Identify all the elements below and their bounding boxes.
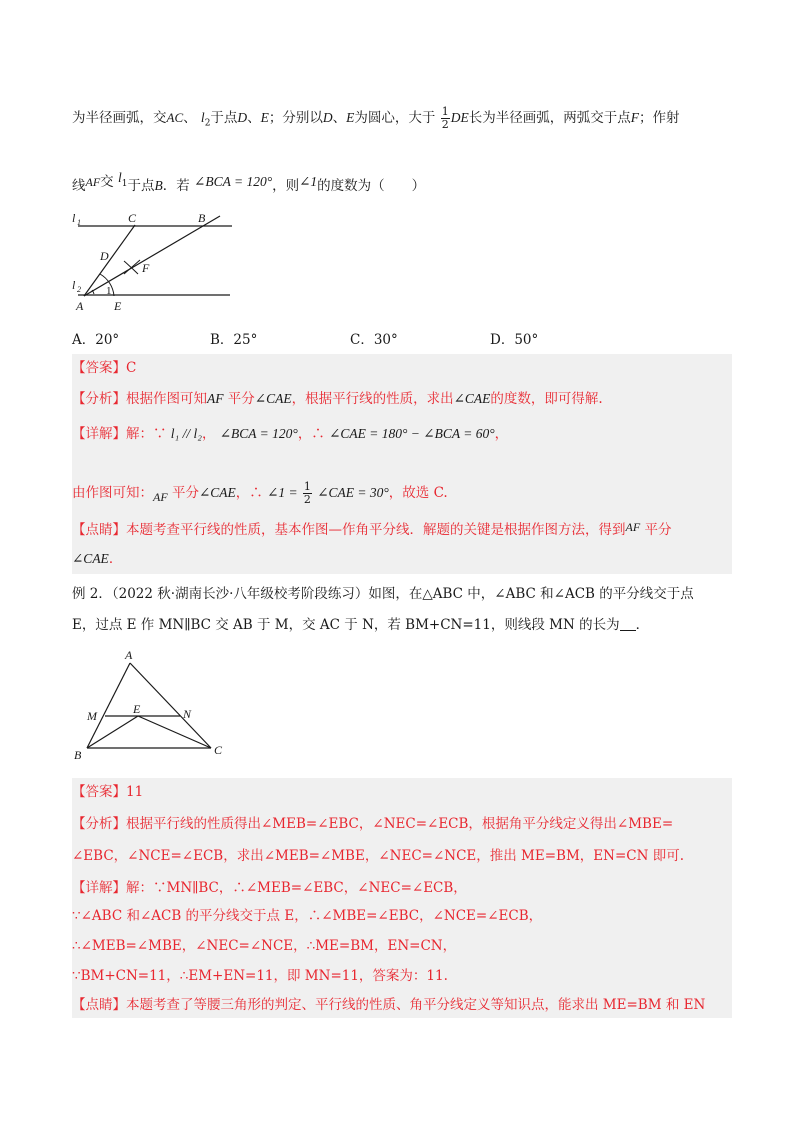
arc-F-2	[124, 260, 140, 274]
fraction-half-2: $\frac{1}{2}$	[303, 480, 311, 506]
q1-detail-2: 由作图可知：AF 平分∠CAE，∴ ∠1 = $\frac{1}{2}$ ∠CAE = 30°，故选 C.	[72, 480, 448, 506]
label-C: C	[128, 211, 137, 225]
q2-analysis-line2: ∠EBC，∠NCE=∠ECB，求出∠MEB=∠MBE，∠NEC=∠NCE，推出 ME=BM，EN=CN 即可.	[72, 848, 684, 864]
option-a: A．20°	[72, 332, 120, 348]
q1-text-line1: 为半径画弧，交AC、 $l_2$于点D、E；分别以D、E为圆心，大于 $\frac{1}{2}$ DE长为半径画弧，两弧交于点F；作射	[72, 105, 680, 131]
q1-comment: 【点睛】本题考查平行线的性质，基本作图—作角平分线．解题的关键是根据作图方法，得到AF 平分	[72, 520, 672, 538]
label-C: C	[214, 743, 223, 757]
q2-comment: 【点睛】本题考查了等腰三角形的判定、平行线的性质、角平分线定义等知识点，能求出 ME=BM 和 EN	[72, 997, 706, 1013]
fraction-half: $\frac{1}{2}$	[441, 105, 449, 131]
q1-analysis: 【分析】根据作图可知AF 平分∠CAE，根据平行线的性质，求出∠CAE的度数，即可得解.	[72, 391, 603, 407]
q1-comment-2: ∠CAE．	[72, 551, 123, 567]
side-AB	[87, 663, 130, 748]
q1-answer: 【答案】C	[72, 360, 137, 376]
label-B: B	[74, 748, 82, 762]
q1-solution-panel	[72, 354, 732, 574]
label-B: B	[198, 211, 206, 225]
label-E: E	[133, 702, 141, 716]
q2-detail-line1: 【详解】解：∵MN∥BC，∴∠MEB=∠EBC，∠NEC=∠ECB，	[72, 880, 467, 896]
label-E: E	[114, 299, 122, 313]
option-d: D．50°	[490, 332, 539, 348]
q2-detail-line4: ∵BM+CN=11，∴EM+EN=11，即 MN=11，答案为：11.	[72, 968, 448, 984]
label-l1: l	[72, 211, 76, 225]
option-c: C．30°	[350, 332, 398, 348]
answer-blank	[620, 616, 636, 631]
q2-analysis-line1: 【分析】根据平行线的性质得出∠MEB=∠EBC，∠NEC=∠ECB，根据角平分线定义得出∠MBE=	[72, 816, 674, 832]
q2-answer: 【答案】11	[72, 784, 144, 800]
svg-text:2: 2	[77, 285, 81, 294]
q1-text-line2: 线AF交 $l_1$于点B．若 ∠BCA = 120°，则∠1的度数为（ ）	[72, 170, 426, 194]
segment-CE	[138, 716, 211, 748]
side-AC	[130, 663, 211, 748]
q1-detail: 【详解】解：∵ l₁ // l₂， ∠BCA = 120°，∴ ∠CAE = 180° − ∠BCA = 60°，	[72, 426, 509, 442]
q2-detail-line2: ∵∠ABC 和∠ACB 的平分线交于点 E，∴∠MBE=∠EBC，∠NCE=∠ECB，	[72, 908, 543, 924]
label-M: M	[87, 709, 97, 723]
label-angle-1: 1	[106, 285, 112, 297]
label-l2: l	[72, 278, 76, 292]
label-A: A	[125, 648, 133, 662]
label-A: A	[76, 299, 84, 313]
label-D: D	[100, 249, 109, 263]
label-N: N	[183, 707, 192, 721]
option-b: B．25°	[210, 332, 258, 348]
svg-text:1: 1	[77, 218, 81, 227]
q2-text-line1: 例 2．（2022 秋·湖南长沙·八年级校考阶段练习）如图，在△ABC 中，∠ABC 和∠ACB 的平分线交于点	[72, 586, 694, 602]
q2-text-line2: E，过点 E 作 MN∥BC 交 AB 于 M，交 AC 于 N，若 BM+CN=11，则线段 MN 的长为 ．	[72, 617, 650, 633]
q2-detail-line3: ∴∠MEB=∠MBE，∠NEC=∠NCE，∴ME=BM，EN=CN，	[72, 938, 457, 954]
q1-figure	[70, 208, 240, 316]
q2-figure	[70, 645, 240, 763]
label-F: F	[142, 261, 150, 275]
